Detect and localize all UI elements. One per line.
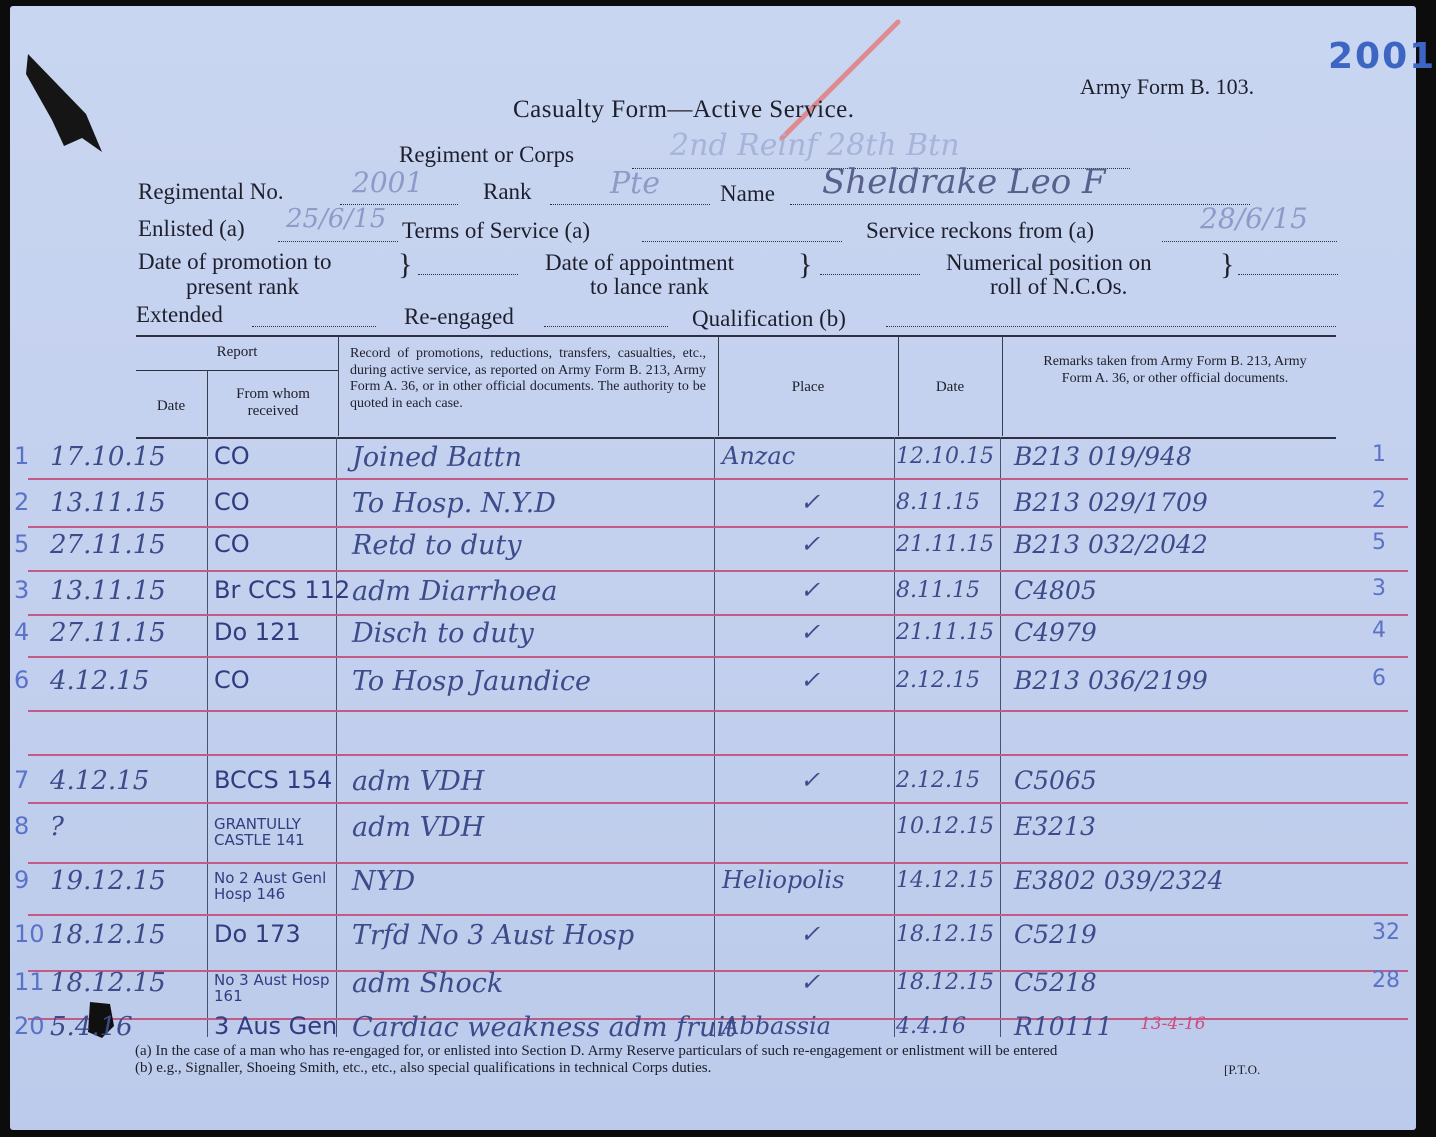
row-from: GRANTULLY CASTLE 141 <box>214 815 305 849</box>
regimental-no-label: Regimental No. <box>138 179 284 204</box>
footnote-a: (a) In the case of a man who has re-engaged for, or enlisted into Section D. Army Reserve particulars of such re-engagement or enlistment will be entered <box>135 1043 1058 1059</box>
record-header: Record of promotions, reductions, transfers, casualties, etc., during active service, as reported on Army Form B. 213, Army Form A. 36, or in other official documents. The authority to be quoted in each case. <box>350 346 706 411</box>
rank-label: Rank <box>483 179 532 204</box>
row-date: 19.12.15 <box>50 866 166 896</box>
promotion-label-1: Date of promotion to <box>138 249 332 274</box>
row-record: adm VDH <box>352 766 485 797</box>
row-number-right: 4 <box>1372 618 1386 643</box>
row-place: Anzac <box>722 442 796 470</box>
row-number-left: 9 <box>14 866 30 894</box>
row-number-left: 3 <box>14 576 30 604</box>
row-date2: 18.12.15 <box>896 922 994 947</box>
row-date2: 2.12.15 <box>896 768 980 793</box>
pto-mark: [P.T.O. <box>1224 1062 1261 1077</box>
row-from: 3 Aus Gen <box>214 1012 338 1040</box>
name-value: Sheldrake Leo F <box>822 162 1106 202</box>
row-from: CO <box>214 666 250 694</box>
row-record: Joined Battn <box>352 442 522 473</box>
row-number-left: 4 <box>14 618 30 646</box>
row-record: NYD <box>352 866 416 897</box>
reckons-label: Service reckons from (a) <box>866 218 1094 243</box>
enlisted-value: 25/6/15 <box>286 204 387 234</box>
row-remarks: C4979 <box>1014 618 1097 647</box>
row-number-right: 5 <box>1372 530 1386 555</box>
row-date2: 12.10.15 <box>896 444 994 469</box>
row-place: ✓ <box>800 576 821 604</box>
row-remarks: B213 032/2042 <box>1014 530 1208 559</box>
row-from: Do 121 <box>214 618 301 646</box>
row-number-right: 28 <box>1372 968 1400 993</box>
torn-corner-mark <box>24 54 114 164</box>
report-header: Report <box>216 344 258 360</box>
date2-header: Date <box>935 379 965 395</box>
row-from: CO <box>214 442 250 470</box>
row-date: 27.11.15 <box>50 618 166 648</box>
row-date: 18.12.15 <box>50 920 166 950</box>
qualification-label: Qualification (b) <box>692 306 846 331</box>
row-date: 13.11.15 <box>50 488 166 518</box>
row-number-left: 8 <box>14 812 30 840</box>
row-number-left: 10 <box>14 920 45 948</box>
position-label-1: Numerical position on <box>946 250 1152 275</box>
row-date: ? <box>50 812 64 842</box>
row-remarks: R10111 <box>1014 1012 1113 1041</box>
row-place: ✓ <box>800 920 821 948</box>
row-place: ✓ <box>800 766 821 794</box>
row-remarks: B213 019/948 <box>1014 442 1192 471</box>
row-date2: 2.12.15 <box>896 668 980 693</box>
appointment-label-2: to lance rank <box>590 274 709 299</box>
row-from: No 3 Aust Hosp 161 <box>214 971 330 1005</box>
row-number-left: 7 <box>14 766 30 794</box>
red-pencil-stroke <box>770 16 910 146</box>
row-number-left: 5 <box>14 530 30 558</box>
row-record: adm Shock <box>352 968 504 999</box>
remarks-header: Remarks taken from Army Form B. 213, Army Form A. 36, or other official documents. <box>1043 354 1307 386</box>
row-date2: 18.12.15 <box>896 970 994 995</box>
row-date2: 4.4.16 <box>896 1014 966 1039</box>
casualty-form-page: 2001 Army Form B. 103. Casualty Form—Active Service. Regiment or Corps 2nd Reinf 28th Btn Regimental No. 2001 Rank Pte Name Sheldrake Leo F Enlisted (a) 25/6/15 Terms of Service (a) Service reckons from (a) 28/6/15 Date of promotion to present rank } Date of appointment to lance rank } Numerical position on roll of N.C.Os. } Extended Re-engaged Qualification (b) Report Date From whom received Record of promotions, reductions, transfers, casualties, etc., during active service, as reported on Army Form B. 213, Army Form A. 36, or in other official documents. The authority to be quoted in each case. Place Date Remarks taken from Army Form B. 213, Army Form A. 36, or other official documents. (a) In the case of a man who has re-engaged for, or enlisted into Section D. Army Reserve particulars of such re-engagement or enlistment will be entered (b) e.g., Signaller, Shoeing Smith, etc., etc., also special qualifications in technical Corps duties. [P.T.O. 1 17.10.15 CO Joined Battn Anzac 12.10.15 B213 019/948 1 2 13.11.15 CO To Hosp. N.Y.D ✓ 8.11.15 B213 029/1709 2 5 27.11.15 CO Retd to duty ✓ 21.11.15 B213 032/2042 5 3 13.11.15 Br CCS 112 adm Diarrhoea ✓ 8.11.15 C4805 3 4 27.11.15 Do 121 Disch to duty ✓ 21.11.15 C4979 4 6 4.12.15 CO To Hosp Jaundice ✓ 2.12.15 B213 036/2199 6 7 4.12.15 BCCS 154 adm VDH ✓ 2.12.15 C5065 8 ? GRANTULLY CASTLE 141 adm VDH 10.12.15 E3213 9 19.12.15 No 2 Aust Genl Hosp 146 NYD Heliopolis 14.12.15 E3802 039/2324 10 18.12.15 Do 173 Trfd No 3 Aust Hosp ✓ 18.12.15 C5219 32 11 18.12.15 No 3 Aust Hosp 161 adm Shock ✓ 18.12.15 C5218 28 20 5.4.16 3 Aus Gen Cardiac weakness adm fruit Abbassia 4.4.16 R10111 13-4-16 <box>10 6 1416 1130</box>
row-number-right: 32 <box>1372 920 1400 945</box>
extended-label: Extended <box>136 302 223 327</box>
regimental-no-value: 2001 <box>352 166 424 199</box>
row-from: Br CCS 112 <box>214 576 351 604</box>
row-date: 27.11.15 <box>50 530 166 560</box>
row-remarks: B213 036/2199 <box>1014 666 1208 695</box>
row-number-right: 1 <box>1372 442 1386 467</box>
footnote-b: (b) e.g., Signaller, Shoeing Smith, etc., etc., also special qualifications in technical Corps duties. <box>135 1060 712 1076</box>
terms-label: Terms of Service (a) <box>402 218 591 243</box>
row-record: adm VDH <box>352 812 485 843</box>
row-remarks: B213 029/1709 <box>1014 488 1208 517</box>
from-whom-header: From whom received <box>236 386 310 419</box>
row-date2: 14.12.15 <box>896 868 994 893</box>
row-number-right: 6 <box>1372 666 1386 691</box>
row-date: 5.4.16 <box>50 1012 133 1042</box>
row-remarks: C5065 <box>1014 766 1097 795</box>
row-number-left: 11 <box>14 968 45 996</box>
row-place: ✓ <box>800 666 821 694</box>
promotion-label-2: present rank <box>186 274 300 299</box>
row-number-left: 20 <box>14 1012 45 1040</box>
row-record: Retd to duty <box>352 530 522 561</box>
row-record: Trfd No 3 Aust Hosp <box>352 920 635 951</box>
row-number-right: 3 <box>1372 576 1386 601</box>
row-date2: 8.11.15 <box>896 490 980 515</box>
enlisted-label: Enlisted (a) <box>138 216 245 241</box>
row-place: ✓ <box>800 968 821 996</box>
row-from: CO <box>214 530 250 558</box>
row-from: No 2 Aust Genl Hosp 146 <box>214 869 327 903</box>
row-date: 4.12.15 <box>50 766 150 796</box>
row-place: ✓ <box>800 618 821 646</box>
regiment-label: Regiment or Corps <box>399 142 575 167</box>
place-header: Place <box>791 379 825 395</box>
reckons-value: 28/6/15 <box>1200 202 1308 235</box>
row-place: Heliopolis <box>722 866 845 894</box>
date-header: Date <box>156 398 186 414</box>
rank-value: Pte <box>610 166 660 201</box>
row-remarks: E3802 039/2324 <box>1014 866 1224 895</box>
form-title: Casualty Form—Active Service. <box>513 96 855 123</box>
row-number-left: 1 <box>14 442 30 470</box>
row-remarks: C4805 <box>1014 576 1097 605</box>
row-place: Abbassia <box>722 1012 831 1040</box>
row-remarks: E3213 <box>1014 812 1096 841</box>
row-extra-date: 13-4-16 <box>1140 1014 1206 1034</box>
row-place: ✓ <box>800 530 821 558</box>
reengaged-label: Re-engaged <box>404 304 514 329</box>
row-record: Disch to duty <box>352 618 534 649</box>
corner-number: 2001 <box>1328 36 1436 77</box>
appointment-label-1: Date of appointment <box>545 250 735 275</box>
row-remarks: C5218 <box>1014 968 1097 997</box>
form-number: Army Form B. 103. <box>1080 74 1255 99</box>
row-date2: 10.12.15 <box>896 814 994 839</box>
row-date2: 21.11.15 <box>896 620 994 645</box>
row-record: Cardiac weakness adm fruit <box>352 1012 736 1043</box>
row-place: ✓ <box>800 488 821 516</box>
row-date: 13.11.15 <box>50 576 166 606</box>
regiment-value: 2nd Reinf 28th Btn <box>670 128 960 163</box>
position-label-2: roll of N.C.Os. <box>990 274 1128 299</box>
row-number-left: 2 <box>14 488 30 516</box>
row-date: 17.10.15 <box>50 442 166 472</box>
row-record: To Hosp Jaundice <box>352 666 591 697</box>
row-date2: 8.11.15 <box>896 578 980 603</box>
row-number-right: 2 <box>1372 488 1386 513</box>
row-date: 18.12.15 <box>50 968 166 998</box>
row-from: BCCS 154 <box>214 766 333 794</box>
row-record: adm Diarrhoea <box>352 576 558 607</box>
row-record: To Hosp. N.Y.D <box>352 488 556 519</box>
name-label: Name <box>720 181 775 206</box>
row-from: CO <box>214 488 250 516</box>
row-date: 4.12.15 <box>50 666 150 696</box>
row-remarks: C5219 <box>1014 920 1097 949</box>
row-date2: 21.11.15 <box>896 532 994 557</box>
row-number-left: 6 <box>14 666 30 694</box>
row-from: Do 173 <box>214 920 301 948</box>
